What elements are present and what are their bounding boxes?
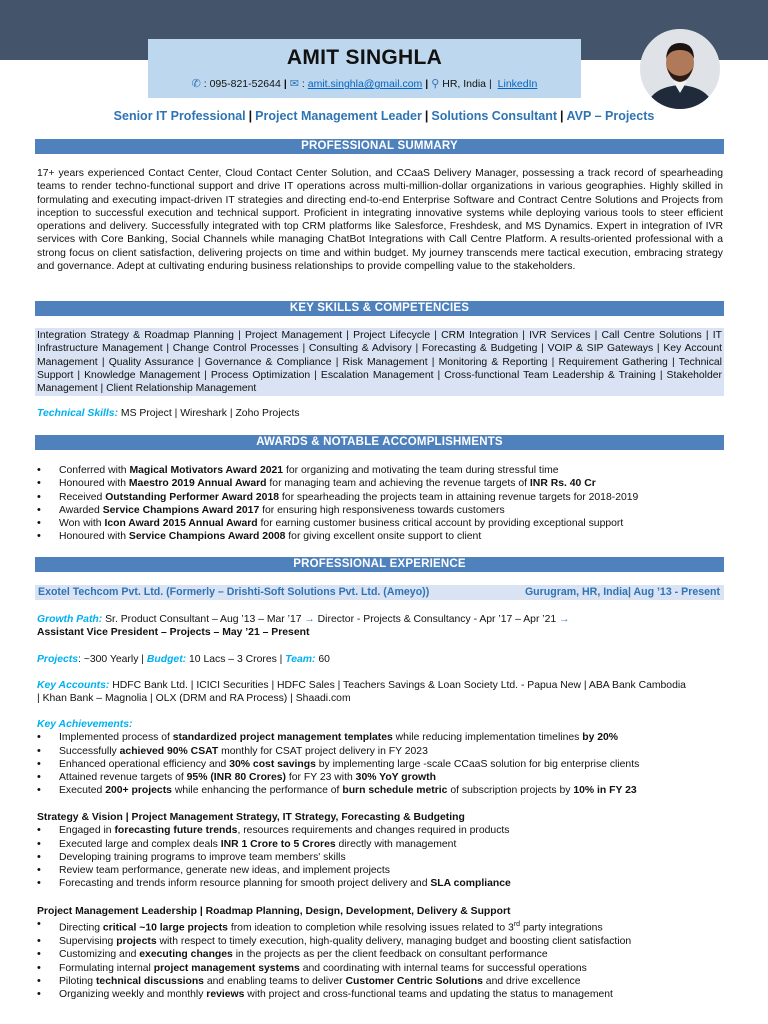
achievements-list (36, 731, 727, 797)
skills-list: Integration Strategy & Roadmap Planning | Project Management | Project Lifecycle | CRM Integration | IVR Services | Call Centre Solutions | IT Infrastructure Management | Change Control Processes | Consulting & Advisory | Forecasting & Budgeting | VOIP & SIP Gateways | Key Account Management | Quality Assurance | Governance & Compliance | Risk Management | Monitoring & Reporting | Requirement Gathering | Technical Support | Knowledge Management | Process Optimization | Escalation Management | Cross-functional Team Leadership & Training | Stakeholder Management | Client Relationship Management (35, 328, 724, 396)
growth-path: Growth Path: Sr. Product Consultant – Aug ’13 – Mar ’17 → Director - Projects & Consultancy - Apr ’17 – Apr ’21 → Assistant Vice President – Projects – May ’21 – Present (37, 614, 570, 639)
section-heading-experience: PROFESSIONAL EXPERIENCE (35, 557, 724, 572)
key-achievements-label: Key Achievements: (37, 719, 133, 730)
list-item: • Organizing weekly and monthly reviews with project and cross-functional teams and updating the status to management (36, 988, 727, 1001)
company-name: Exotel Techcom Pvt. Ltd. (Formerly – Drishti-Soft Solutions Pvt. Ltd. (Ameyo)) (38, 586, 430, 598)
section-heading-awards: AWARDS & NOTABLE ACCOMPLISHMENTS (35, 435, 724, 450)
section-heading-summary: PROFESSIONAL SUMMARY (35, 139, 724, 154)
location-text: HR, India (442, 78, 487, 90)
list-item: • Honoured with Maestro 2019 Annual Award for managing team and achieving the revenue targets of INR Rs. 40 Cr (36, 477, 726, 490)
list-item: • Enhanced operational efficiency and 30% cost savings by implementing large -scale CCaaS solution for big enterprise clients (36, 758, 727, 771)
list-item: • Attained revenue targets of 95% (INR 80 Crores) for FY 23 with 30% YoY growth (36, 771, 727, 784)
awards-list (36, 464, 726, 544)
company-row (35, 585, 724, 600)
pm-block (37, 905, 727, 1002)
tagline-role-1: Senior IT Professional (113, 109, 246, 123)
technical-skills-label: Technical Skills: (37, 408, 119, 419)
linkedin-link[interactable]: LinkedIn (497, 78, 538, 90)
list-item: • Executed large and complex deals INR 1 Crore to 5 Crores directly with management (36, 838, 727, 851)
list-item: • Forecasting and trends inform resource planning for smooth project delivery and SLA compliance (36, 877, 727, 890)
tagline-role-2: Project Management Leader (255, 109, 422, 123)
phone-icon: ✆ (191, 78, 201, 90)
summary-paragraph: 17+ years experienced Contact Center, Cloud Contact Center Solution, and CCaaS Delivery Manager, possessing a track record of spearheading teams to render techno-functional support and drive IT operations across multi-million-dollar organizations in various geographies. Highly skilled in formulating and executing impact-driven IT strategies and directing end-to-end Enterprise Software and Contract Centre Solutions and Projects from inception to successful execution and technical support. Proficient in integrating innovative systems while deploying various tools to steer efficient operations and delivery. Successfully integrated with top CRM platforms like Salesforce, Freshdesk, and MS Dynamics. Expert in integration of IVR services with Core Banking, Social Channels while managing ChatBot Integrations with Call Centre Platform. A results-oriented professional with a strong focus on client satisfaction, delivering projects on time and within budget. My journey transcends mere tactical execution, embracing strategy and governance. Adept at cultivating enduring business relationships to provide compelling value to the stakeholders. (37, 168, 723, 273)
current-role: Assistant Vice President – Projects – May ’21 – Present (37, 627, 310, 639)
strategy-block (37, 811, 727, 891)
contact-line: ✆ : 095-821-52644 | ✉ : amit.singhla@gmail.com | ⚲ HR, India | LinkedIn (191, 78, 538, 90)
phone-number: 095-821-52644 (209, 78, 281, 90)
list-item: • Received Outstanding Performer Award 2018 for spearheading the projects team in attaining revenue targets for 2018-2019 (36, 491, 726, 504)
list-item: • Executed 200+ projects while enhancing the performance of burn schedule metric of subscription projects by 10% in FY 23 (36, 784, 727, 797)
technical-skills (37, 408, 300, 419)
list-item: • Supervising projects with respect to timely execution, high-quality delivery, managing budget and boosting client satisfaction (36, 935, 727, 948)
email-link[interactable]: amit.singhla@gmail.com (307, 78, 423, 90)
email-icon: ✉ (289, 78, 299, 90)
pm-heading: Project Management Leadership | Roadmap Planning, Design, Development, Delivery & Support (37, 906, 511, 917)
technical-skills-value: MS Project | Wireshark | Zoho Projects (118, 408, 300, 419)
list-item: • Review team performance, generate new ideas, and implement projects (36, 864, 727, 877)
strategy-heading: Strategy & Vision | Project Management Strategy, IT Strategy, Forecasting & Budgeting (37, 812, 465, 823)
key-accounts: Key Accounts: HDFC Bank Ltd. | ICICI Securities | HDFC Sales | Teachers Savings & Loan Society Ltd. - Papua New | ABA Bank Cambodia | Khan Bank – Magnolia | OLX (DRM and RA Process) | Shaadi.com (37, 680, 686, 705)
tagline-role-3: Solutions Consultant (431, 109, 558, 123)
growth-path-label: Growth Path: (37, 614, 103, 625)
project-stats: Projects: ~300 Yearly | Budget: 10 Lacs – 3 Crores | Team: 60 (37, 654, 330, 665)
list-item: • Implemented process of standardized project management templates while reducing implementation timelines by 20% (36, 731, 727, 744)
list-item: • Formulating internal project management systems and coordinating with internal teams for successful operations (36, 962, 727, 975)
arrow-right-icon: → (304, 614, 315, 625)
profile-photo (640, 29, 720, 109)
list-item: • Directing critical ~10 large projects from ideation to completion while resolving issues related to 3rd party integrations (36, 918, 727, 935)
arrow-right-icon: → (559, 614, 570, 625)
section-heading-skills: KEY SKILLS & COMPETENCIES (35, 301, 724, 316)
key-achievements (37, 718, 727, 798)
list-item: • Honoured with Service Champions Award 2008 for giving excellent onsite support to client (36, 530, 726, 543)
pm-list (36, 918, 727, 1001)
list-item: • Awarded Service Champions Award 2017 for ensuring high responsiveness towards customers (36, 504, 726, 517)
list-item: • Conferred with Magical Motivators Award 2021 for organizing and motivating the team during stressful time (36, 464, 726, 477)
headline-tagline: Senior IT Professional | Project Management Leader | Solutions Consultant | AVP – Projects (113, 109, 655, 123)
strategy-list (36, 824, 727, 890)
list-item: • Won with Icon Award 2015 Annual Award for earning customer business critical account by providing exceptional support (36, 517, 726, 530)
list-item: • Successfully achieved 90% CSAT monthly for CSAT project delivery in FY 2023 (36, 745, 727, 758)
location-icon: ⚲ (431, 78, 440, 90)
list-item: • Engaged in forecasting future trends, resources requirements and changes required in products (36, 824, 727, 837)
tagline-role-4: AVP – Projects (566, 109, 655, 123)
name-box (148, 39, 581, 98)
list-item: • Piloting technical discussions and enabling teams to deliver Customer Centric Solutions and drive excellence (36, 975, 727, 988)
list-item: • Customizing and executing changes in the projects as per the client feedback on consultant performance (36, 948, 727, 961)
candidate-name: AMIT SINGHLA (286, 46, 443, 69)
company-location-dates: Gurugram, HR, India| Aug ’13 - Present (524, 586, 720, 598)
list-item: • Developing training programs to improve team members' skills (36, 851, 727, 864)
